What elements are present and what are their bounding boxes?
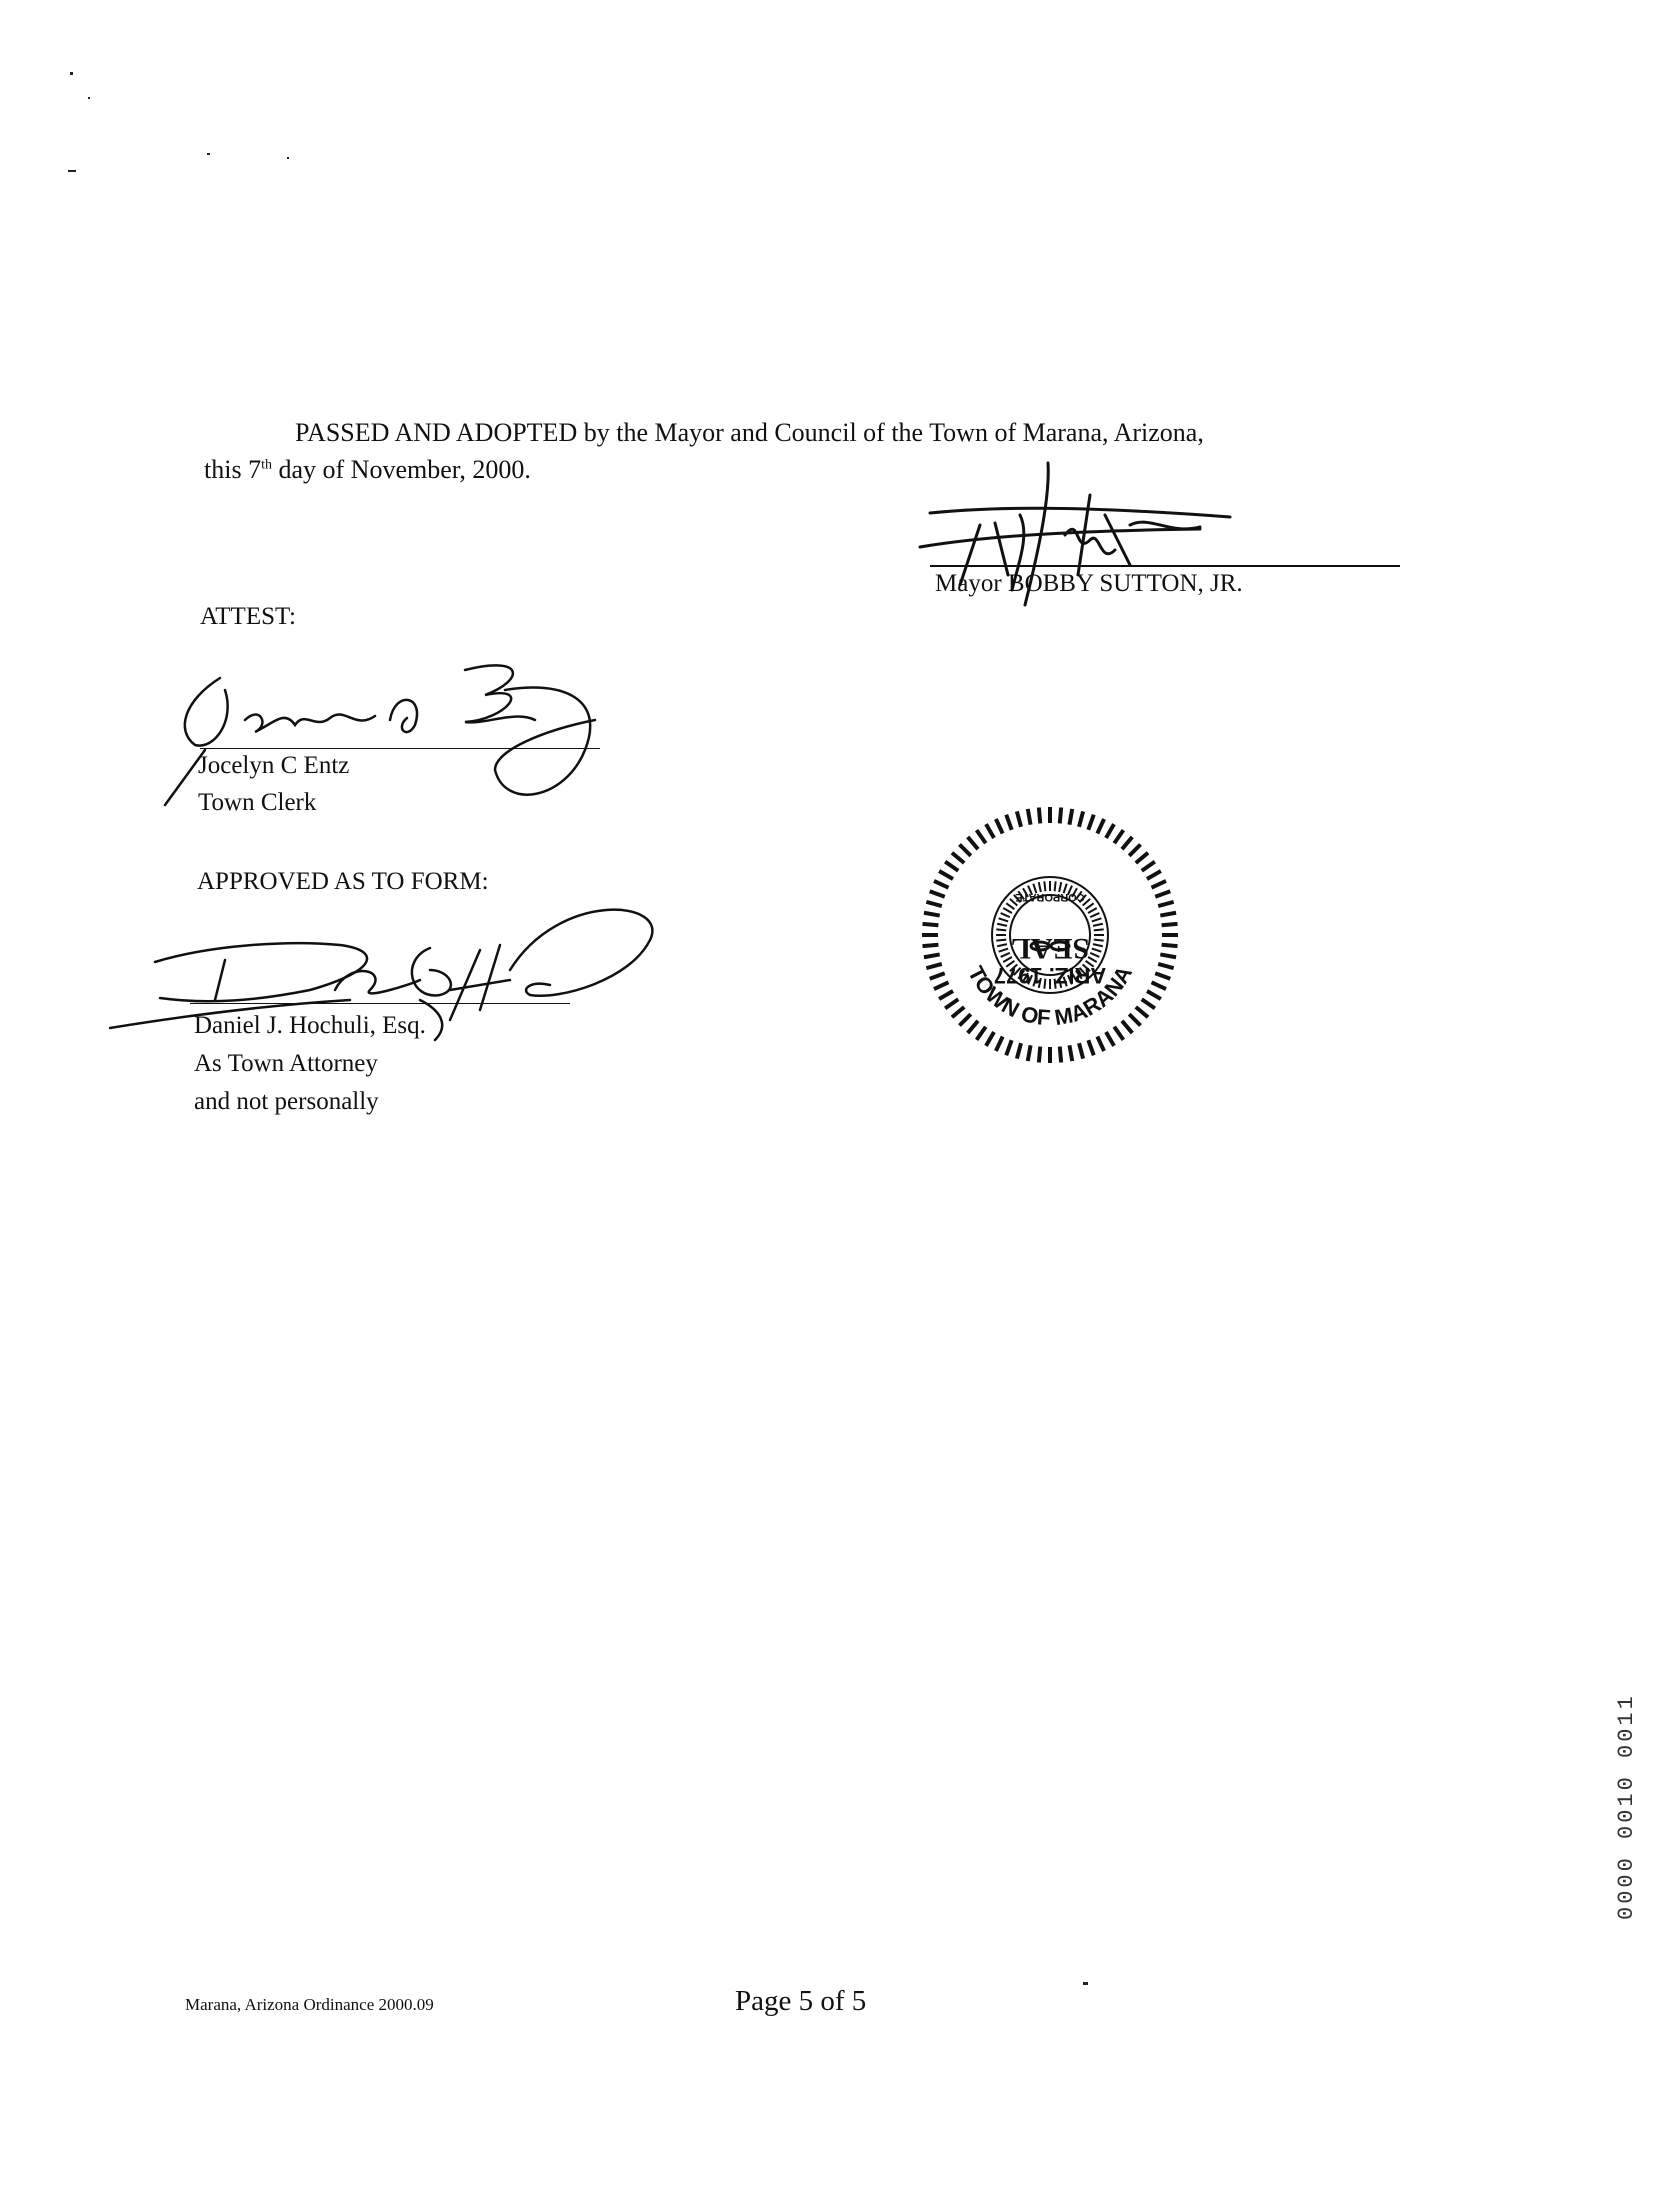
seal-year-text: ARIZ. 1977 (993, 963, 1107, 988)
scan-speck (88, 97, 90, 99)
scan-speck (68, 170, 76, 172)
clerk-name: Jocelyn C Entz (198, 752, 350, 779)
margin-stamp: 0000 0010 0011 (1614, 1693, 1639, 1920)
scan-speck (287, 157, 289, 159)
adoption-text-line-2 (204, 455, 531, 485)
seal-corporate-text: CORPORATE (1015, 891, 1085, 903)
adoption-text-suffix: day of November, 2000. (271, 455, 531, 484)
adoption-text-superscript: th (261, 457, 272, 473)
attest-heading: ATTEST: (200, 603, 296, 630)
seal-center-text: SEAL (1010, 932, 1090, 965)
clerk-title: Town Clerk (198, 789, 317, 816)
attorney-signature-line (190, 1003, 570, 1004)
mayor-signature-line (930, 565, 1400, 567)
attorney-role-line-1: As Town Attorney (194, 1050, 378, 1077)
seal-outer-text: TOWN OF MARANA (963, 961, 1138, 1031)
adoption-text-prefix: this 7 (204, 455, 262, 484)
approval-heading: APPROVED AS TO FORM: (197, 868, 489, 895)
scan-speck (1083, 1982, 1088, 1985)
footer-ordinance: Marana, Arizona Ordinance 2000.09 (185, 1995, 434, 2014)
scan-speck (70, 72, 73, 75)
mayor-label: Mayor BOBBY SUTTON, JR. (935, 570, 1243, 597)
adoption-text-line-1: PASSED AND ADOPTED by the Mayor and Council of the Town of Marana, Arizona, (295, 418, 1204, 447)
corporate-seal (915, 800, 1185, 1070)
footer-page-number: Page 5 of 5 (735, 1985, 867, 2017)
clerk-signature-line (200, 748, 600, 749)
scan-speck (207, 153, 210, 155)
attorney-role-line-2: and not personally (194, 1088, 379, 1115)
attorney-name: Daniel J. Hochuli, Esq. (194, 1012, 426, 1039)
